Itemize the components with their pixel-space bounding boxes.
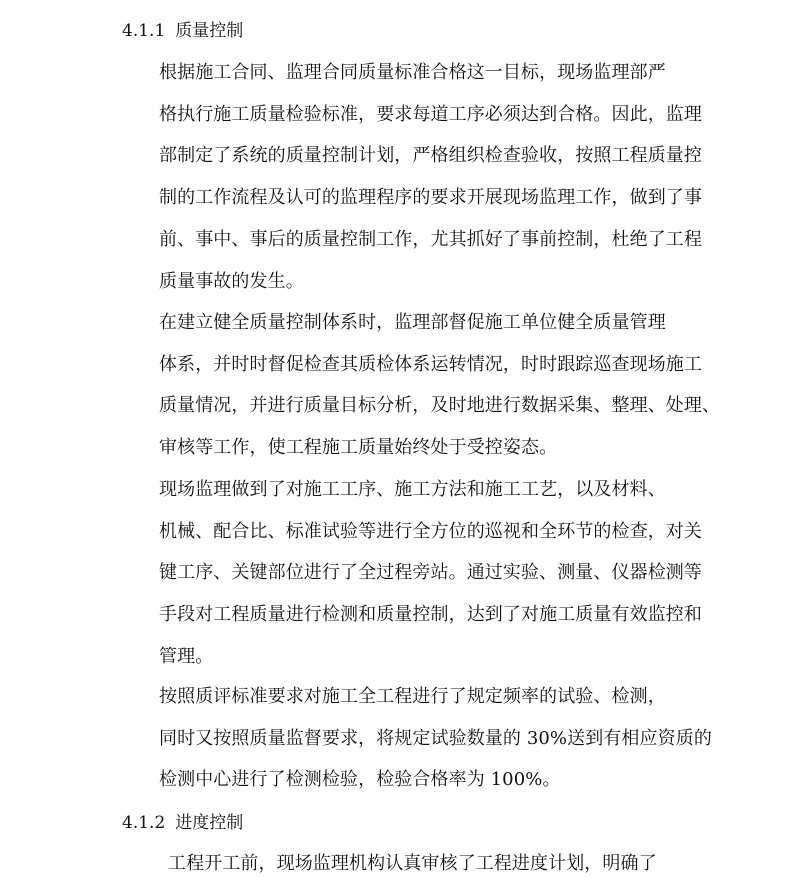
- paragraph-line: 部制定了系统的质量控制计划，严格组织检查验收，按照工程质量控: [159, 145, 702, 167]
- paragraph-5: [122, 843, 678, 885]
- paragraph-line: 在建立健全质量控制体系时，监理部督促施工单位健全质量管理: [159, 312, 666, 333]
- paragraph-line: 体系，并时时督促检查其质检体系运转情况，时时跟踪巡查现场施工: [159, 353, 702, 375]
- paragraph-line: 按照质评标准要求对施工全工程进行了规定频率的试验、检测，: [159, 686, 666, 707]
- paragraph-line: 根据施工合同、监理合同质量标准合格这一目标，现场监理部严: [159, 62, 666, 83]
- paragraph-line: 格执行施工质量检验标准，要求每道工序必须达到合格。因此，监理: [159, 103, 702, 125]
- paragraph-line: 质量事故的发生。: [159, 270, 304, 292]
- paragraph-1: [122, 52, 702, 302]
- paragraph-line: 管理。: [159, 645, 214, 667]
- section-number: 4.1.1: [122, 21, 166, 41]
- section-number: 4.1.2: [122, 813, 166, 833]
- paragraph-line: 前、事中、事后的质量控制工作，尤其抓好了事前控制，杜绝了工程: [159, 228, 702, 250]
- paragraph-line: 键工序、关键部位进行了全过程旁站。通过实验、测量、仪器检测等: [159, 562, 702, 584]
- section-title: 质量控制: [175, 21, 244, 41]
- paragraph-line: 机械、配合比、标准试验等进行全方位的巡视和全环节的检查，对关: [159, 520, 702, 542]
- paragraph-line: 质量情况，并进行质量目标分析，及时地进行数据采集、整理、处理、: [159, 395, 721, 417]
- section-heading-quality-control: [122, 21, 243, 41]
- paragraph-line: 制的工作流程及认可的监理程序的要求开展现场监理工作，做到了事: [159, 187, 702, 209]
- section-title: 进度控制: [175, 813, 244, 833]
- paragraph-line: 检测中心进行了检测检验，检验合格率为 100%。: [159, 769, 561, 791]
- section-heading-progress-control: [122, 813, 243, 833]
- paragraph-line: 审核等工作，使工程施工质量始终处于受控姿态。: [159, 437, 558, 459]
- paragraph-3: [122, 469, 702, 678]
- paragraph-line: 工程开工前，现场监理机构认真审核了工程进度计划，明确了: [168, 853, 657, 874]
- paragraph-2: [122, 302, 721, 469]
- paragraph-line: 同时又按照质量监督要求，将规定试验数量的 30%送到有相应资质的: [159, 727, 712, 749]
- paragraph-line: 手段对工程质量进行检测和质量控制，达到了对施工质量有效监控和: [159, 604, 702, 626]
- paragraph-4: [122, 676, 712, 801]
- paragraph-line: 现场监理做到了对施工工序、施工方法和施工工艺，以及材料、: [159, 479, 666, 500]
